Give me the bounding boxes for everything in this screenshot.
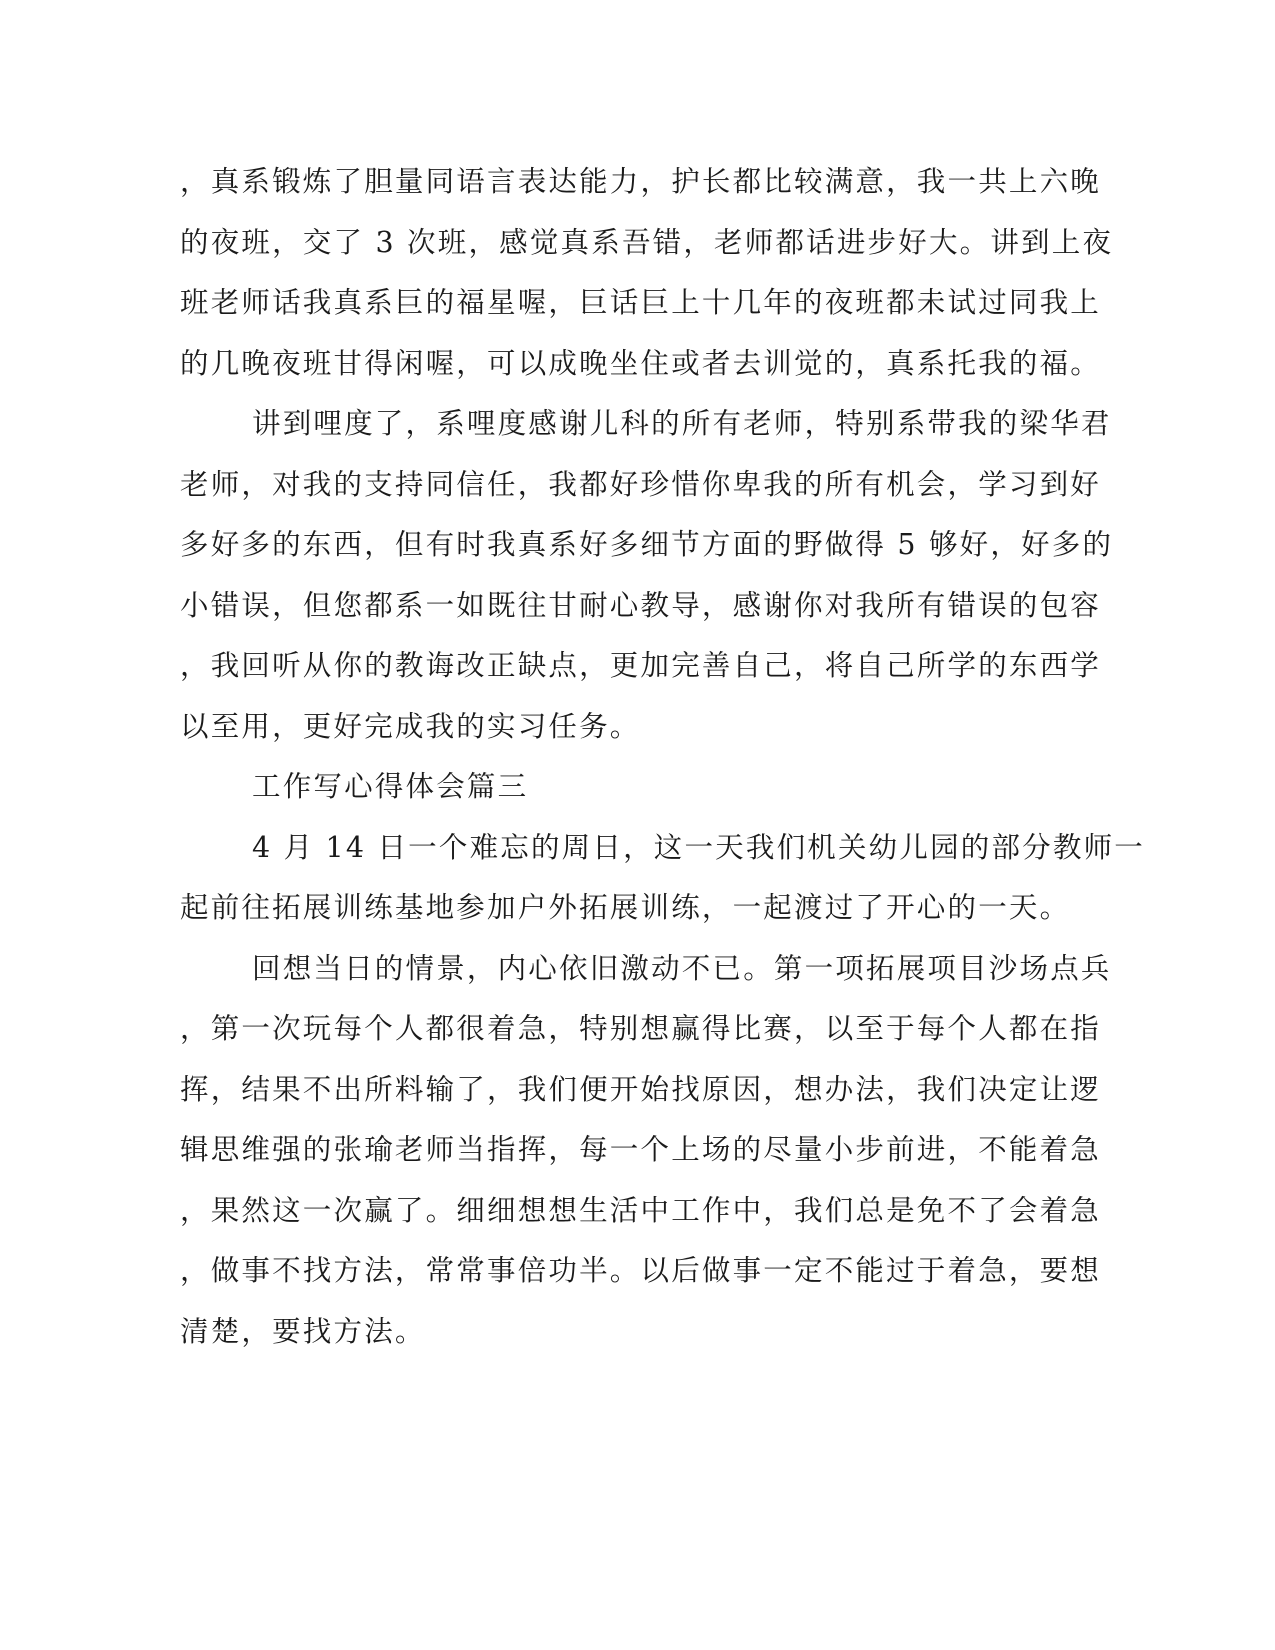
document-page [180,152,1145,1362]
text-line: 挥，结果不出所料输了，我们便开始找原因，想办法，我们决定让逻 [180,1072,1102,1106]
text-line: 的夜班，交了 3 次班，感觉真系吾错，老师都话进步好大。讲到上夜 [180,225,1114,259]
text-line: ，第一次玩每个人都很着急，特别想赢得比赛，以至于每个人都在指 [180,1012,1102,1045]
text-line: ，我回听从你的教诲改正缺点，更加完善自己，将自己所学的东西学 [180,649,1102,682]
text-line: ，真系锻炼了胆量同语言表达能力，护长都比较满意，我一共上六晚 [180,165,1102,198]
text-line: ，做事不找方法，常常事倍功半。以后做事一定不能过于着急，要想 [180,1254,1102,1287]
text-line: 小错误，但您都系一如既往甘耐心教导，感谢你对我所有错误的包容 [180,588,1102,622]
text-line: 起前往拓展训练基地参加户外拓展训练，一起渡过了开心的一天。 [180,891,1071,924]
paragraph-start-line: 回想当日的情景，内心依旧激动不已。第一项拓展项目沙场点兵 [252,951,1112,985]
section-heading: 工作写心得体会篇三 [252,770,529,803]
text-line: 辑思维强的张瑜老师当指挥，每一个上场的尽量小步前进，不能着急 [180,1133,1102,1166]
text-line: 多好多的东西，但有时我真系好多细节方面的野做得 5 够好，好多的 [180,528,1114,561]
text-line: ，果然这一次赢了。细细想想生活中工作中，我们总是免不了会着急 [180,1193,1102,1227]
text-line: 班老师话我真系巨的福星喔，巨话巨上十几年的夜班都未试过同我上 [180,286,1102,319]
text-line: 清楚，要找方法。 [180,1314,426,1348]
text-line: 的几晚夜班甘得闲喔，可以成晚坐住或者去训觉的，真系托我的福。 [180,346,1102,380]
text-line: 老师，对我的支持同信任，我都好珍惜你卑我的所有机会，学习到好 [180,467,1102,501]
paragraph-start-line: 讲到哩度了，系哩度感谢儿科的所有老师，特别系带我的梁华君 [252,407,1112,440]
paragraph-start-line: 4 月 14 日一个难忘的周日，这一天我们机关幼儿园的部分教师一 [252,830,1145,864]
text-line: 以至用，更好完成我的实习任务。 [180,709,641,743]
